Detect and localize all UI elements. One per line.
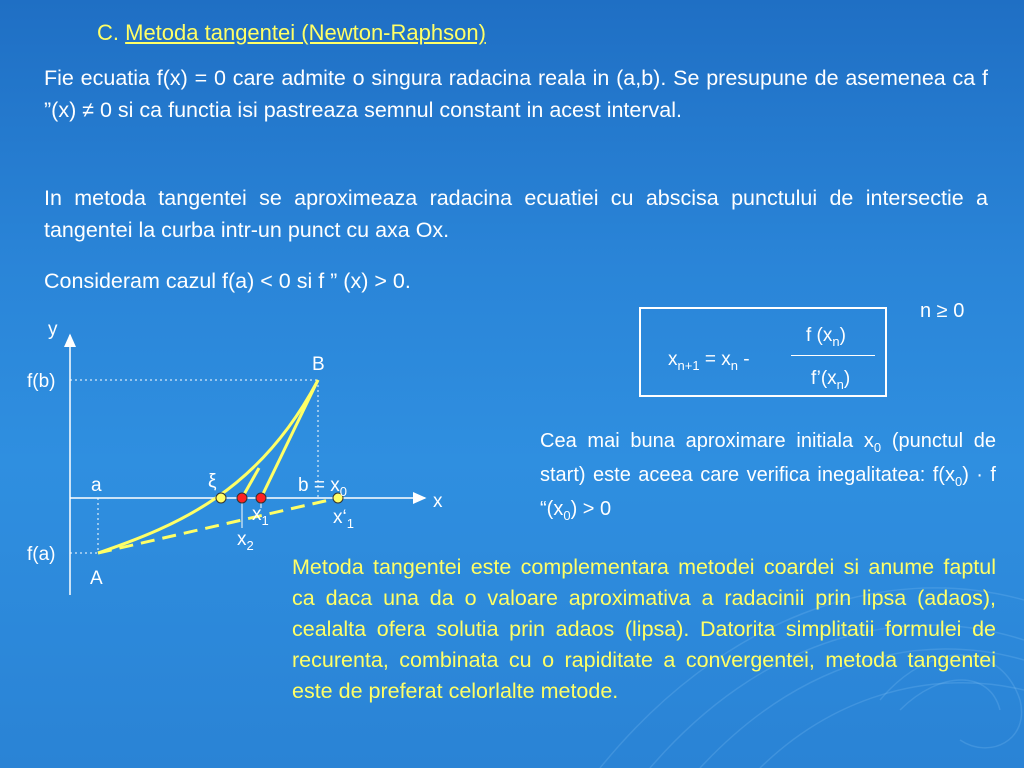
point-x2 xyxy=(237,493,247,503)
fraction-bar xyxy=(791,355,875,356)
paragraph-method-description: In metoda tangentei se aproximeaza radacina ecuatiei cu abscisa punctului de intersectie a tangentei la curba intr-un punct cu axa Ox. xyxy=(44,186,988,242)
paragraph-equation-assumptions xyxy=(44,62,988,126)
label-x2: $x_2$ xyxy=(237,529,254,553)
paragraph1-part-a: Fie ecuatia f(x) = 0 care admite o singura radacina reala in (a,b). Se presupune de asemenea ca f ”(x) xyxy=(44,66,988,122)
point-x1 xyxy=(256,493,266,503)
label-a: a xyxy=(91,475,102,496)
formula-condition: n ≥ 0 xyxy=(920,300,965,322)
label-b-x0: $b = x_0$ xyxy=(298,475,347,499)
label-B: B xyxy=(312,354,325,375)
label-A: A xyxy=(90,568,103,589)
title-prefix: C. xyxy=(97,20,126,45)
recurrence-formula-box xyxy=(639,307,887,397)
tangent-at-A-dashed xyxy=(98,498,338,553)
x-axis-label: x xyxy=(433,491,443,512)
formula-denominator: $f’(x_n)$ xyxy=(811,368,851,392)
paragraph1-part-b: 0 si ca functia isi pastreaza semnul constant in acest interval. xyxy=(94,98,682,122)
slide-title xyxy=(97,20,486,46)
paragraph-case: Consideram cazul f(a) < 0 si f ” (x) > 0. xyxy=(44,269,411,293)
label-fb: f(b) xyxy=(27,371,56,392)
formula-numerator: f $(x_n)$ xyxy=(806,325,846,349)
title-text: Metoda tangentei (Newton-Raphson) xyxy=(125,20,486,45)
not-equal-symbol: ≠ xyxy=(82,98,95,122)
label-x1-prime: $x‘_1$ xyxy=(333,507,354,531)
label-x1: $x_1$ xyxy=(252,504,269,528)
formula-lhs: $x_{n+1} = x_n$ - xyxy=(668,349,750,373)
label-xi: ξ xyxy=(208,471,217,492)
paragraph-initial-approximation: Cea mai buna aproximare initiala $x_0$ (punctul de start) este aceea care verifica inegalitatea: $f(x_0) \cdot f$ “$(x_0) > 0$ xyxy=(540,430,996,523)
point-xi xyxy=(216,493,226,503)
y-axis-label: y xyxy=(48,319,58,340)
label-fa: f(a) xyxy=(27,544,56,565)
paragraph-conclusion: Metoda tangentei este complementara metodei coardei si anume faptul ca daca una da o valoare aproximativa a radacinii prin lipsa (adaos), cealalta ofera solutia prin adaos (lipsa). Datorita simplitatii formulei de recurenta, combinata cu o rapiditate a convergentei, metoda tangentei este de preferat celorlalte metode. xyxy=(292,555,996,703)
